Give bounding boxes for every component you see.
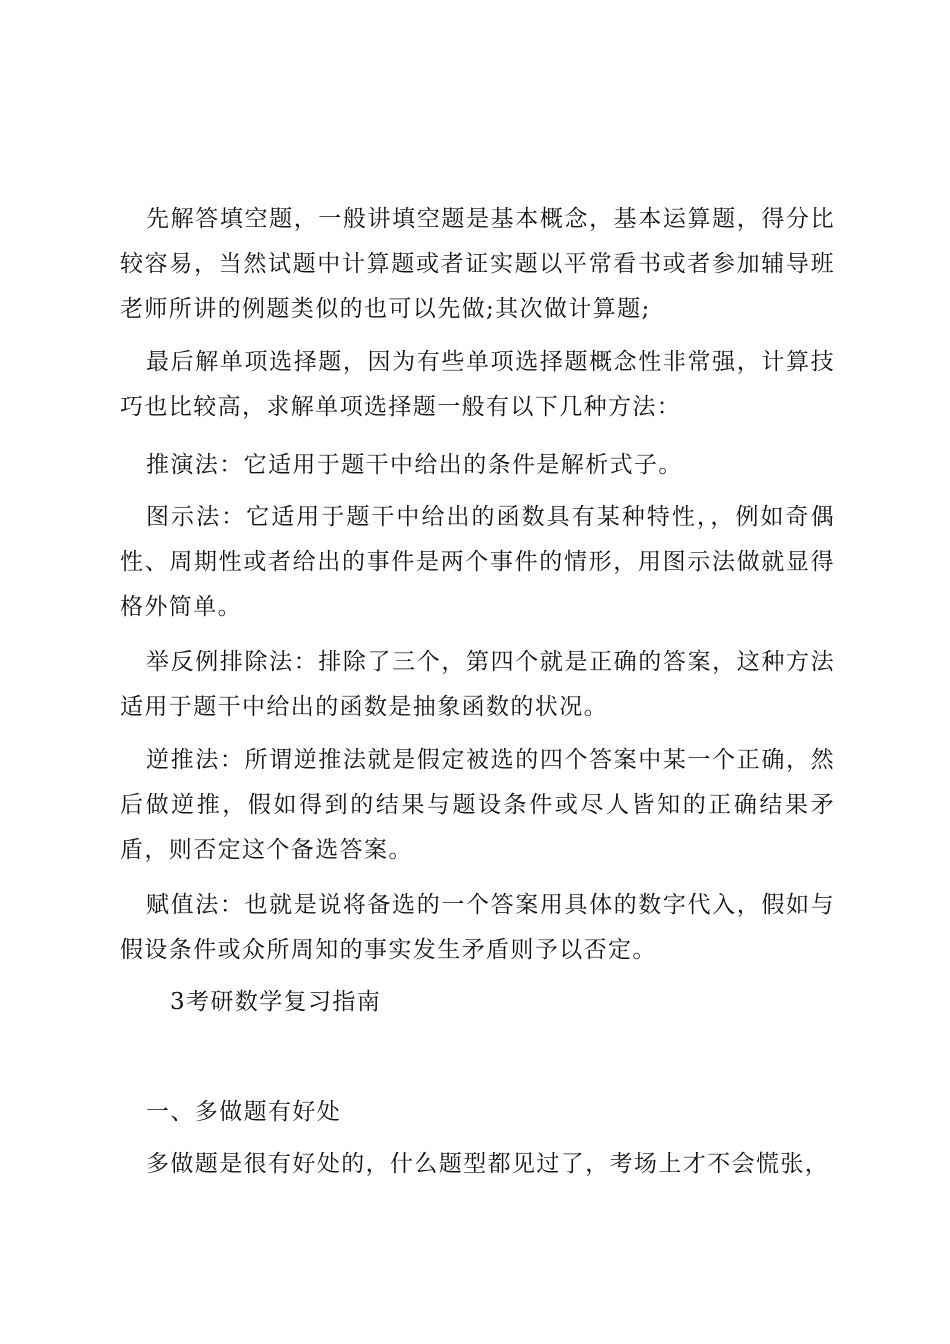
paragraph-deduction-method: 推演法：它适用于题干中给出的条件是解析式子。 <box>146 452 683 478</box>
paragraph-diagram-method: 图示法：它适用于题干中给出的函数具有某种特性，，例如奇偶性、周期性或者给出的事件是两个事件的情形，用图示法做就显得格外简单。 <box>120 504 835 620</box>
section-heading: 3考研数学复习指南 <box>170 989 382 1015</box>
subheading: 一、多做题有好处 <box>146 1099 342 1125</box>
paragraph-reverse-method: 逆推法：所谓逆推法就是假定被选的四个答案中某一个正确，然后做逆推，假如得到的结果与题设条件或尽人皆知的正确结果矛盾，则否定这个备选答案。 <box>120 747 835 863</box>
paragraph-fill-in-first: 先解答填空题，一般讲填空题是基本概念，基本运算题，得分比较容易，当然试题中计算题或者证实题以平常看书或者参加辅导班老师所讲的例题类似的也可以先做;其次做计算题; <box>120 206 835 322</box>
paragraph-multiple-choice-last: 最后解单项选择题，因为有些单项选择题概念性非常强，计算技巧也比较高，求解单项选择题一般有以下几种方法： <box>120 349 835 420</box>
paragraph-practice: 多做题是很有好处的，什么题型都见过了，考场上才不会慌张， <box>146 1151 830 1177</box>
paragraph-assignment-method: 赋值法：也就是说将备选的一个答案用具体的数字代入，假如与假设条件或众所周知的事实发生矛盾则予以否定。 <box>120 892 835 963</box>
paragraph-counterexample-method: 举反例排除法：排除了三个，第四个就是正确的答案，这种方法适用于题干中给出的函数是抽象函数的状况。 <box>120 649 835 720</box>
